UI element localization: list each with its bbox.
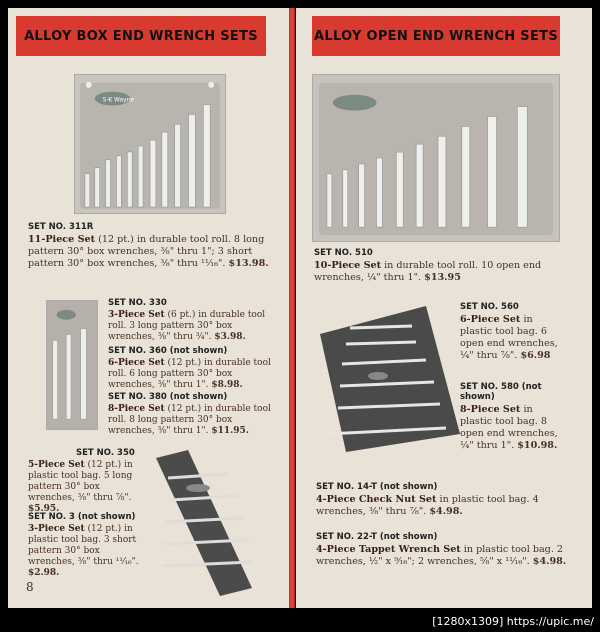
photo-set-311r bbox=[74, 74, 226, 214]
set-560-number: SET NO. 560 bbox=[460, 302, 519, 312]
left-page bbox=[8, 8, 291, 608]
set-360-text: (12 pt.) in durable tool roll. 6 long pattern 30° box wrenches, ⅜" thru 1". bbox=[108, 358, 271, 390]
set-311r-text: (12 pt.) in durable tool roll. 8 long pattern 30° box wrenches, ⅜" thru 1"; 3 short pattern 30° box wrenches, ⅜" thru ¹¹⁄₁₆". bbox=[28, 234, 265, 269]
set-380-description bbox=[108, 404, 278, 437]
set-360-number: SET NO. 360 (not shown) bbox=[108, 346, 228, 356]
set-14t-text: in plastic tool bag. 4 wrenches, ⅜" thru ⅞". bbox=[316, 494, 539, 517]
set-350-name: 5-Piece Set bbox=[28, 460, 85, 470]
set-3-name: 3-Piece Set bbox=[28, 524, 85, 534]
set-350-description bbox=[28, 460, 146, 515]
logo-badge-text: S·K Wayne bbox=[102, 97, 134, 104]
set-22t-text: in plastic tool bag. 2 wrenches, ½" x ⁹⁄₁₆"; 2 wrenches, ⅝" x ¹¹⁄₁₆". bbox=[316, 544, 564, 567]
set-350-price: $5.95. bbox=[28, 504, 60, 514]
set-350-text: (12 pt.) in plastic tool bag. 5 long pattern 30° box wrenches, ⅜" thru ⅞". bbox=[28, 460, 133, 503]
set-22t-description bbox=[316, 544, 571, 568]
set-580-description bbox=[460, 404, 566, 452]
page-number: 8 bbox=[26, 580, 34, 594]
set-22t-price: $4.98. bbox=[532, 556, 567, 567]
set-510-price: $13.95 bbox=[424, 272, 461, 283]
left-banner bbox=[16, 16, 266, 56]
set-580-number: SET NO. 580 (not shown) bbox=[460, 382, 542, 402]
set-311r-number: SET NO. 311R bbox=[28, 222, 94, 232]
set-580-text: in plastic tool bag. 8 open end wrenches, ¼" thru 1". bbox=[460, 404, 558, 451]
image-source-footer: [1280x1309] https://upic.me/ bbox=[432, 615, 594, 628]
right-page bbox=[296, 8, 592, 608]
set-3-text: (12 pt.) in plastic tool bag. 3 short pattern 30° box wrenches, ⅜" thru ¹¹⁄₁₆". bbox=[28, 524, 139, 567]
set-330-name: 3-Piece Set bbox=[108, 310, 165, 320]
set-311r-name: 11-Piece Set bbox=[28, 234, 96, 245]
photo-set-560 bbox=[316, 304, 460, 454]
set-510-text: in durable tool roll. 10 open end wrenches, ¼" thru 1". bbox=[314, 260, 542, 283]
set-22t-name: 4-Piece Tappet Wrench Set bbox=[316, 544, 461, 555]
set-330-price: $3.98. bbox=[214, 332, 246, 342]
set-14t-description bbox=[316, 494, 571, 518]
page-spine bbox=[289, 8, 295, 608]
set-14t-name: 4-Piece Check Nut Set bbox=[316, 494, 437, 505]
set-14t-number: SET NO. 14-T (not shown) bbox=[316, 482, 438, 492]
set-560-name: 6-Piece Set bbox=[460, 314, 521, 325]
photo-set-510 bbox=[312, 74, 560, 242]
photo-set-330 bbox=[46, 300, 98, 430]
set-510-number: SET NO. 510 bbox=[314, 248, 373, 258]
set-311r-description bbox=[28, 234, 273, 270]
right-banner-text: ALLOY OPEN END WRENCH SETS bbox=[314, 28, 558, 44]
set-380-text: (12 pt.) in durable tool roll. 8 long pattern 30° box wrenches, ⅜" thru 1". bbox=[108, 404, 271, 436]
set-560-description bbox=[460, 314, 566, 362]
set-510-name: 10-Piece Set bbox=[314, 260, 382, 271]
set-330-number: SET NO. 330 bbox=[108, 298, 167, 308]
set-580-name: 8-Piece Set bbox=[460, 404, 521, 415]
set-360-name: 6-Piece Set bbox=[108, 358, 165, 368]
set-22t-number: SET NO. 22-T (not shown) bbox=[316, 532, 438, 542]
set-580-price: $10.98. bbox=[517, 440, 558, 451]
set-560-price: $6.98 bbox=[520, 350, 551, 361]
set-560-text: in plastic tool bag. 6 open end wrenches, ¼" thru ⅞". bbox=[460, 314, 558, 361]
set-360-price: $8.98. bbox=[211, 380, 243, 390]
set-350-number: SET NO. 350 bbox=[76, 448, 135, 458]
set-330-description bbox=[108, 310, 278, 343]
set-311r-price: $13.98. bbox=[228, 258, 269, 269]
set-510-description bbox=[314, 260, 569, 284]
right-banner bbox=[312, 16, 560, 56]
set-380-name: 8-Piece Set bbox=[108, 404, 165, 414]
set-3-price: $2.98. bbox=[28, 568, 60, 578]
set-380-number: SET NO. 380 (not shown) bbox=[108, 392, 228, 402]
set-330-text: (6 pt.) in durable tool roll. 3 long pattern 30° box wrenches, ⅜" thru ¾". bbox=[108, 310, 266, 342]
set-14t-price: $4.98. bbox=[429, 506, 463, 517]
set-360-description bbox=[108, 358, 278, 391]
set-380-price: $11.95. bbox=[211, 426, 249, 436]
set-3-description bbox=[28, 524, 146, 579]
left-banner-text: ALLOY BOX END WRENCH SETS bbox=[24, 28, 258, 44]
set-3-number: SET NO. 3 (not shown) bbox=[28, 512, 136, 522]
photo-set-350 bbox=[148, 448, 260, 598]
